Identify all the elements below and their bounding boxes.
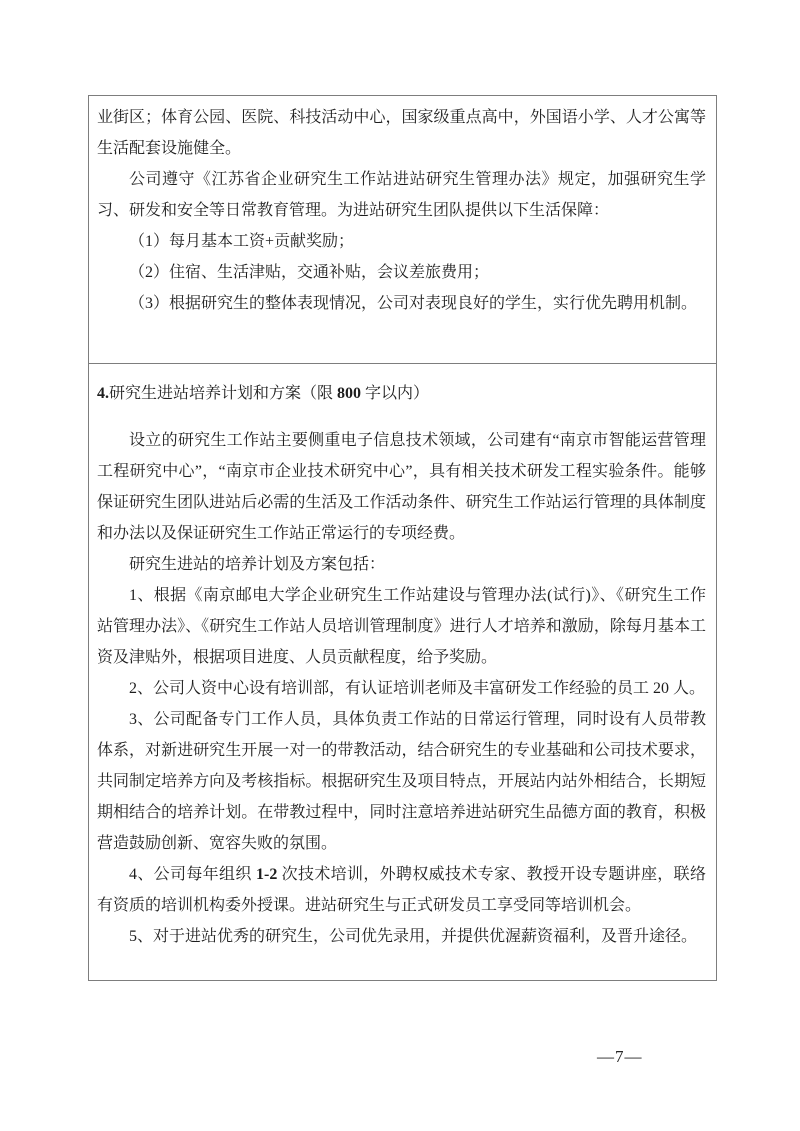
paragraph: 业街区；体育公园、医院、科技活动中心，国家级重点高中，外国语小学、人才公寓等生活配套设施健全。 — [97, 109, 706, 157]
page-number: —7— — [597, 1047, 643, 1066]
table-row-living-support — [89, 96, 716, 364]
section-number: 4. — [97, 385, 109, 402]
content-table — [88, 95, 717, 981]
paragraph: 研究生进站的培养计划及方案包括： — [129, 556, 386, 573]
list-item: 1、根据《南京邮电大学企业研究生工作站建设与管理办法(试行)》、《研究生工作站管理办法》、《研究生工作站人员培训管理制度》进行人才培养和激励，除每月基本工资及津贴外，根据项目进度、人员贡献程度，给予奖励。 — [97, 587, 706, 666]
section-word-limit: 800 — [337, 385, 362, 402]
list-item: （2）住宿、生活津贴，交通补贴，会议差旅费用； — [129, 264, 490, 281]
training-text-suffix: 次技术培训，外聘权威技术专家、教授开设专题讲座，联络有资质的培训机构委外授课。进站研究生与正式研发员工享受同等培训机会。 — [97, 866, 706, 914]
section-title: 研究生进站培养计划和方案（限 — [109, 385, 338, 402]
training-text-prefix: 4、公司每年组织 — [129, 866, 256, 883]
list-item: （3）根据研究生的整体表现情况，公司对表现良好的学生，实行优先聘用机制。 — [129, 295, 698, 312]
training-count: 1-2 — [256, 866, 278, 883]
paragraph: 公司遵守《江苏省企业研究生工作站进站研究生管理办法》规定，加强研究生学习、研发和安全等日常教育管理。为进站研究生团队提供以下生活保障： — [97, 171, 706, 219]
table-row-training-plan — [89, 364, 716, 980]
section-title-suffix: 字以内） — [361, 385, 430, 402]
list-item: 2、公司人资中心设有培训部，有认证培训老师及丰富研发工作经验的员工 20 人。 — [129, 680, 706, 697]
list-item — [97, 859, 706, 921]
section-heading — [97, 378, 706, 409]
list-item: 3、公司配备专门工作人员，具体负责工作站的日常运行管理，同时设有人员带教体系，对新进研究生开展一对一的带教活动，结合研究生的专业基础和公司技术要求，共同制定培养方向及考核指标。根据研究生及项目特点，开展站内站外相结合，长期短期相结合的培养计划。在带教过程中，同时注意培养进站研究生品德方面的教育，积极营造鼓励创新、宽容失败的氛围。 — [97, 711, 706, 852]
paragraph: 设立的研究生工作站主要侧重电子信息技术领域，公司建有“南京市智能运营管理工程研究中心”，“南京市企业技术研究中心”，具有相关技术研发工程实验条件。能够保证研究生团队进站后必需的生活及工作活动条件、研究生工作站运行管理的具体制度和办法以及保证研究生工作站正常运行的专项经费。 — [97, 432, 706, 542]
list-item: 5、对于进站优秀的研究生，公司优先录用，并提供优渥薪资福利，及晋升途径。 — [129, 928, 698, 945]
list-item: （1）每月基本工资+贡献奖励； — [129, 233, 355, 250]
